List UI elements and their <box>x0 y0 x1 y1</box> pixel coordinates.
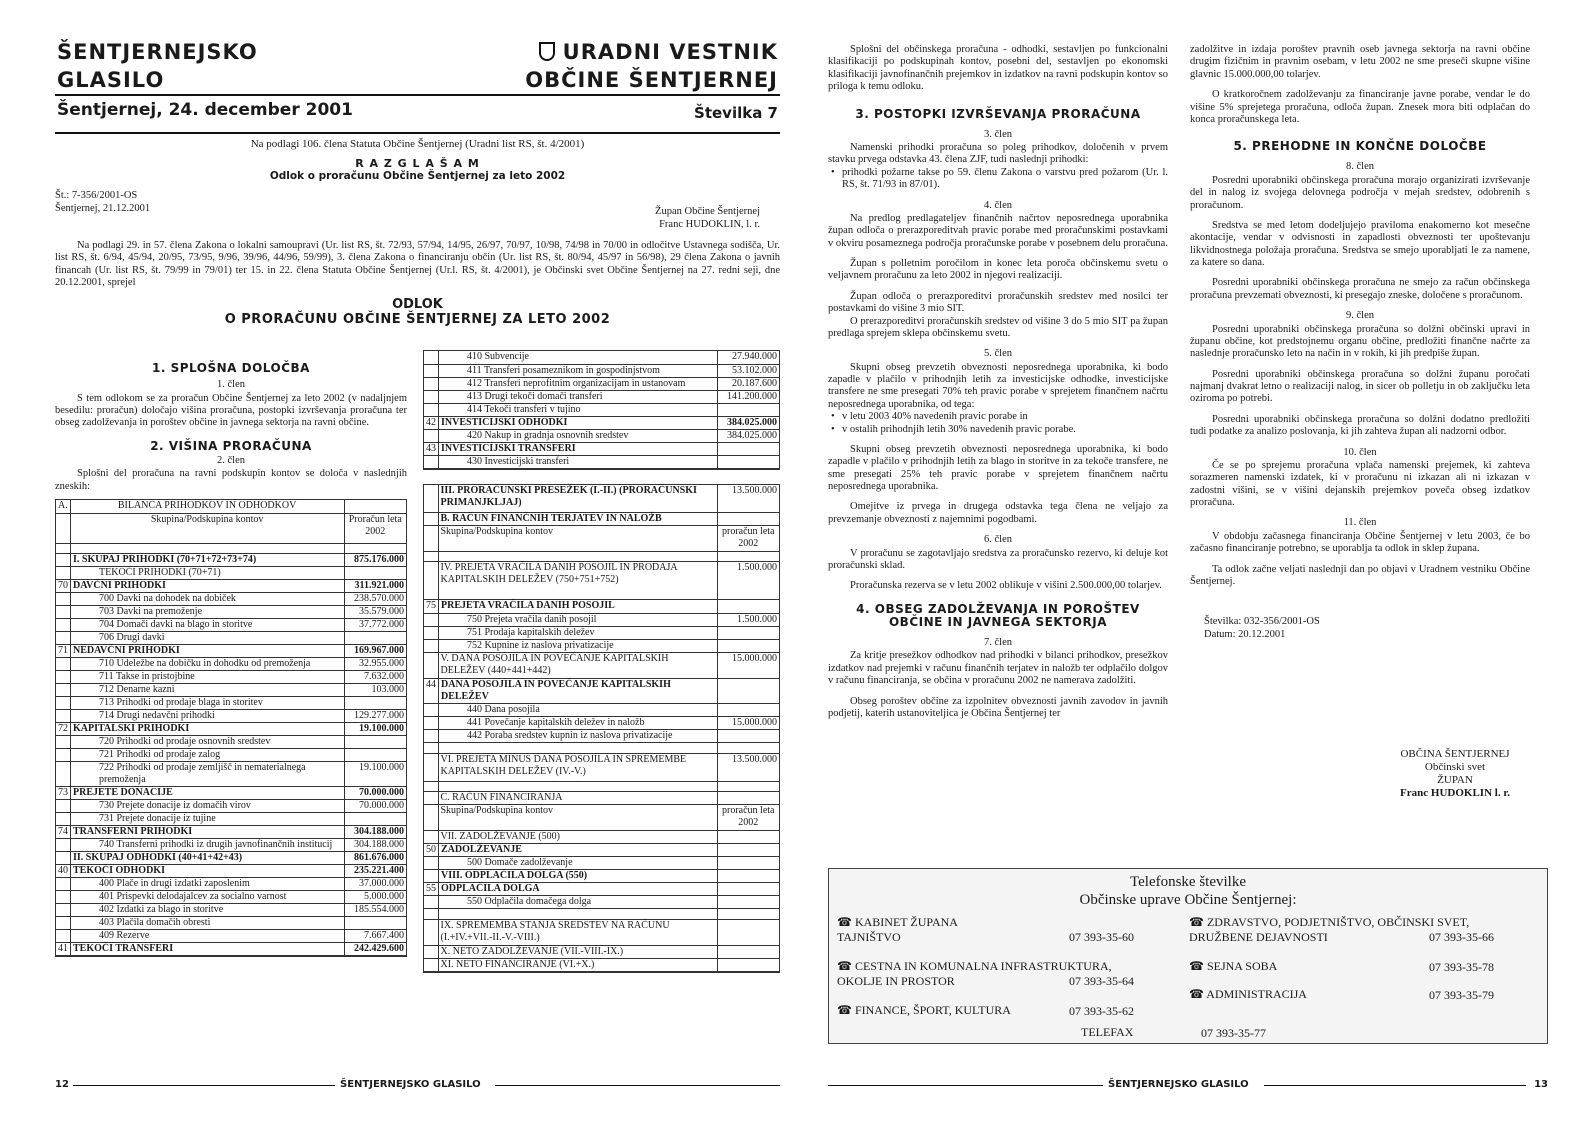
table-row: 703 Davki na premoženje 35.579.000 <box>56 606 406 619</box>
article-11-text-2: Ta odlok začne veljati naslednji dan po objavi v Uradnem vestniku Občine Šentjernej. <box>1190 563 1530 587</box>
signature-name: Franc HUDOKLIN, l. r. <box>659 218 760 230</box>
row-prejeta-minus-dana: VI. PREJETA MINUS DANA POSOJILA IN SPREMEMBE KAPITALSKIH DELEŽEV (IV.-V.) <box>438 753 717 781</box>
left-page <box>55 30 780 1105</box>
article-5-bullet-2: • v ostalih prihodnjih letih 30% navedenih pravic porabe. <box>828 424 1168 436</box>
reference-block <box>55 182 780 232</box>
article-1: 1. člen <box>217 379 245 391</box>
table-b2-rows <box>424 600 779 653</box>
table-bilanca <box>55 499 407 957</box>
row-prejeta-vracila: IV. PREJETA VRAČILA DANIH POSOJIL IN PRODAJA KAPITALSKIH DELEŽEV (750+751+752) <box>438 562 717 600</box>
table-b-title: B. RAČUN FINANČNIH TERJATEV IN NALOŽB <box>438 513 717 526</box>
article-6-text-1: V proračunu se zagotavljajo sredstva za proračunsko rezervo, ki deluje kot proračunski sklad. <box>828 547 1168 571</box>
phone-kabinet: 07 393-35-60 <box>1069 930 1134 944</box>
article-11: 11. člen <box>1343 517 1377 529</box>
phone-icon: ☎ <box>1189 915 1204 929</box>
right-page <box>828 30 1548 1105</box>
table-b2-mid <box>424 653 779 680</box>
table-row: 413 Drugi tekoči domači transferi 141.200.000 <box>424 390 779 403</box>
table-row: 440 Dana posojila <box>424 704 779 717</box>
article-8-text-2: Sredstva se med letom dodeljujejo praviloma enakomerno kot mesečne akontacije, vendar v odvisnosti in zapadlosti obveznosti ter upoštevanju likvidnostnega položaja proračuna. Sredstva se smejo uporabljati le za namene, za katere so dana. <box>1190 219 1530 269</box>
article-7: 7. člen <box>984 637 1012 649</box>
odlok-title: O PRORAČUNU OBČINE ŠENTJERNEJ ZA LETO 2002 <box>224 312 611 328</box>
table-c-title: C. RAČUN FINANCIRANJA <box>438 791 717 804</box>
table-row: I. SKUPAJ PRIHODKI (70+71+72+73+74) 875.176.000 <box>56 554 406 567</box>
table-row: 410 Subvencije 27.940.000 <box>424 351 779 364</box>
masthead-vestnik: URADNI VESTNIK <box>539 42 778 63</box>
table-a-col-header: Skupina/Podskupina kontov <box>70 513 344 543</box>
table-c <box>424 743 779 844</box>
table-row: 409 Rezerve 7.667.400 <box>56 930 406 943</box>
crest-icon <box>539 42 555 61</box>
table-row: 710 Udeležbe na dobičku in dohodku od premoženja 32.955.000 <box>56 658 406 671</box>
odlok-subtitle: Odlok o proračunu Občine Šentjernej za leto 2002 <box>269 169 566 182</box>
footer-title: ŠENTJERNEJSKO GLASILO <box>340 1079 481 1090</box>
value-dana-posojila: 15.000.000 <box>717 653 779 679</box>
table-row: 50 ZADOLŽEVANJE <box>424 844 779 857</box>
entry-finance: ☎ FINANCE, ŠPORT, KULTURA <box>837 1003 1011 1017</box>
entry-kabinet: ☎ KABINET ŽUPANA TAJNIŠTVO <box>837 915 958 944</box>
table-row: 713 Prihodki od prodaje blaga in storitev <box>56 697 406 710</box>
table-row: 706 Drugi davki <box>56 632 406 645</box>
article-4-text-1: Na predlog predlagateljev finančnih načrtov neposrednega uporabnika župan odloča o prerazporeditvah pravic porabe med proračunskimi postavkami v okviru posameznega področja proračunske porabe v posebnem delu proračuna. <box>828 212 1168 249</box>
table-row: 55 ODPLAČILA DOLGA <box>424 883 779 896</box>
table-row: 41 TEKOČI TRANSFERI 242.429.600 <box>58 943 404 954</box>
masthead-divider <box>55 94 780 96</box>
table-row: 722 Prihodki od prodaje zemljišč in nematerialnega premoženja 19.100.000 <box>56 762 406 787</box>
signature-person: Franc HUDOKLIN l. r. <box>1400 786 1510 799</box>
article-2-text: Splošni del proračuna na ravni podskupin kontov se določa v naslednjih zneskih: <box>55 468 407 492</box>
article-9-text-1: Posredni uporabniki občinskega proračuna so dolžni občinski upravi in županu občine, kot predstojnemu organu občine, predložiti finančne načrte za naslednje proračunsko leto na način in v rokih, ki jih predpiše župan. <box>1190 323 1530 360</box>
table-b1-body <box>424 351 779 469</box>
entry-administracija: ☎ ADMINISTRACIJA <box>1189 987 1307 1001</box>
table-c-bottom <box>424 909 779 972</box>
section-4-heading: 4. OBSEG ZADOLŽEVANJA IN POROŠTEV OBČINE IN JAVNEGA SEKTORJA <box>856 601 1140 629</box>
table-row: 400 Plače in drugi izdatki zaposlenim 37.000.000 <box>56 878 406 891</box>
table-financial <box>423 484 780 973</box>
article-4-text-3: Župan odloča o prerazporeditvi proračunskih sredstev med nosilci ter postavkami do višine 3 mio SIT. <box>828 290 1168 315</box>
table-row: 42 INVESTICIJSKI ODHODKI 384.025.000 <box>426 416 777 428</box>
table-row: 752 Kupnine iz naslova privatizacije <box>424 639 779 652</box>
table-row: 412 Transferi neprofitnim organizacijam in ustanovam 20.187.600 <box>424 377 779 390</box>
article-10: 10. člen <box>1343 446 1377 458</box>
right-column <box>423 350 780 973</box>
razglasam: R A Z G L A Š A M <box>355 156 480 170</box>
article-5: 5. člen <box>984 348 1012 360</box>
table-row: 401 Prispevki delodajalcev za socialno varnost 5.000.000 <box>56 891 406 904</box>
article-7-text-1: Za kritje presežkov odhodkov nad prihodki v bilanci prihodkov, presežkov izdatkov nad prejemki v računu finančnih terjatev in naložb ter odplačilo dolgov v računu financiranja, se občina v proračunu 2002 ne namerava zadolžiti. <box>828 650 1168 687</box>
preamble: Na podlagi 29. in 57. člena Zakona o lokalni samoupravi (Ur. list RS, št. 72/93, 57/94, 14/95, 26/97, 70/97, 10/98, 74/98 in 70/00 in odločitve Ustavnega sodišča, Ur. list RS, št. 6/94, 45/94, 20/95, 73/95, 9/96, 39/96, 44/96, 59/99), 3. člena Zakona o financiranju občin (Ur. list RS, št. 80/94, 45/97 in 56/98), 29 člena Zakona o javnih financah (Ur. list RS, št. 79/99 in 79/01) ter 15. in 22. člena Statuta Občine Šentjernej (Ur.l. RS, št. 4/2001), je Občinski svet Občine Šentjernej na 27. redni seji, dne 20.12.2001, sprejel <box>55 239 780 289</box>
masthead-left <box>55 30 780 134</box>
article-9-text-3: Posredni uporabniki občinskega proračuna so dolžni dodatno predložiti tudi podatke za analizo poslovanja, ki jih zahteva župan ali nadzorni odbor. <box>1190 413 1530 438</box>
section-3-heading: 3. POSTOPKI IZVRŠEVANJA PRORAČUNA <box>855 106 1141 121</box>
value-prejeta-vracila: 1.500.000 <box>717 562 779 600</box>
table-transfers <box>423 350 780 470</box>
table-row: 731 Prejete donacije iz tujine <box>56 813 406 826</box>
row-neto-financiranje: XI. NETO FINANCIRANJE (VI.+X.) <box>438 958 717 971</box>
article-4-text-2: Župan s polletnim poročilom in konec leta poroča občinskemu svetu o veljavnem proračunu za leto 2002 in njegovi realizaciji. <box>828 258 1168 282</box>
section-1-heading: 1. SPLOŠNA DOLOČBA <box>152 361 310 375</box>
table-row: 75 PREJETA VRAČILA DANIH POSOJIL <box>424 600 779 613</box>
phone-sejna-soba: 07 393-35-78 <box>1429 960 1494 974</box>
article-6-text-2: Proračunska rezerva se v letu 2002 oblikuje v višini 2.500.000,00 tolarjev. <box>850 580 1162 592</box>
entry-zdravstvo: ☎ ZDRAVSTVO, PODJETNIŠTVO, OBČINSKI SVET, DRUŽBENE DEJAVNOSTI <box>1189 915 1470 944</box>
phone-directory-title: Telefonske številke <box>1130 874 1246 890</box>
article-9: 9. člen <box>1346 310 1374 322</box>
article-1-text: S tem odlokom se za proračun Občine Šentjernej za leto 2002 (v nadaljnjem besedilu: proračun) določajo višina proračuna, postopki izvrševanja proračuna ter obseg zadolževanja in poroštev občine in javnega sektorja na ravni občine. <box>55 392 407 429</box>
article-3-bullet: • prihodki požarne takse po 59. členu Zakona o varstvu pred požarom (Ur. l. RS, št. 71/93 in 87/01). <box>828 167 1168 192</box>
table-a-title: BILANCA PRIHODKOV IN ODHODKOV <box>70 500 344 513</box>
table-row: 712 Denarne kazni 103.000 <box>56 684 406 697</box>
table-row: 730 Prejete donacije iz domačih virov 70.000.000 <box>56 800 406 813</box>
phone-administracija: 07 393-35-79 <box>1429 988 1494 1002</box>
left-column <box>55 362 407 957</box>
row-sprememba-stanja: IX. SPREMEMBA STANJA SREDSTEV NA RAČUNU (I.+IV.+VII.-II.-V.-VIII.) <box>438 919 717 945</box>
table-row: 500 Domače zadolževanje <box>424 857 779 870</box>
table-b2 <box>424 485 779 601</box>
article-8-text-3: Posredni uporabniki občinskega proračuna ne smejo za račun občinskega proračuna prevzemati obveznosti, ki presegajo zneske, določene s proračunom. <box>1190 277 1530 301</box>
signature-council: Občinski svet <box>1424 760 1486 773</box>
phone-icon: ☎ <box>1189 959 1204 973</box>
odlok-heading: ODLOK <box>392 297 443 313</box>
masthead-title-1: ŠENTJERNEJSKO <box>57 40 258 64</box>
phone-icon: ☎ <box>837 915 852 929</box>
table-row: 711 Takse in pristojbine 7.632.000 <box>56 671 406 684</box>
article-5-text-2: Skupni obseg prevzetih obveznosti neposrednega uporabnika, ki bodo zapadle v plačilo v prihodnjih letih za blago in storitve in za tekoče transfere, ne sme presegati 25% teh pravic porabe v sprejetem finančnem načrtu neposrednega uporabnika. <box>828 443 1168 493</box>
table-a-header <box>56 500 406 554</box>
page-number: 13 <box>1534 1079 1548 1090</box>
table-row: 420 Nakup in gradnja osnovnih sredstev 384.025.000 <box>424 429 779 442</box>
table-row: 740 Transferni prihodki iz drugih javnofinančnih institucij 304.188.000 <box>56 839 406 852</box>
table-a-body <box>56 554 406 957</box>
table-row: 73 PREJETE DONACIJE 70.000.000 <box>58 787 404 798</box>
issue-number: Številka 7 <box>694 104 778 122</box>
table-row: VIII. ODPLAČILA DOLGA (550) <box>424 870 779 883</box>
entry-telefax: TELEFAX <box>1081 1025 1134 1039</box>
table-row: 43 INVESTICIJSKI TRANSFERI <box>424 442 779 455</box>
phone-infrastruktura: 07 393-35-64 <box>1069 974 1134 988</box>
article-9-text-2: Posredni uporabniki občinskega proračuna so dolžni županu poročati najmanj dvakrat letno o realizaciji nalog, in sicer ob polletju in ob zaključku leta oziroma po potrebi. <box>1190 368 1530 405</box>
table-row: 71 NEDAVČNI PRIHODKI 169.967.000 <box>58 645 404 656</box>
table-row: 411 Transferi posameznikom in gospodinjstvom 53.102.000 <box>424 364 779 377</box>
article-10-text: Če se po sprejemu proračuna vplača namenski prejemek, ki zahteva sorazmeren namenski izdatek, ki v proračunu ni izkazan ali ni izkazan v zadostni višini, se v višini dejanskih prejemkov poveča obseg izdatkov proračuna. <box>1190 459 1530 509</box>
table-row: 714 Drugi nedavčni prihodki 129.277.000 <box>56 710 406 723</box>
article-7-text-2: Obseg poroštev občine za izpolnitev obveznosti javnih zavodov in javnih podjetij, katerih ustanoviteljica je Občina Šentjernej ter <box>828 695 1168 719</box>
table-row: 44 DANA POSOJILA IN POVEČANJE KAPITALSKIH DELEŽEV <box>424 679 779 704</box>
table-b-value-header: proračun leta 2002 <box>717 526 779 552</box>
table-row: 704 Domači davki na blago in storitve 37.772.000 <box>56 619 406 632</box>
table-row: II. SKUPAJ ODHODKI (40+41+42+43) 861.676.000 <box>56 852 406 865</box>
table-row: 720 Prihodki od prodaje osnovnih sredstev <box>56 736 406 749</box>
table-row: 430 Investicijski transferi <box>424 455 779 468</box>
article-7-text-3: O kratkoročnem zadolževanju za financiranje javne porabe, vendar le do višine 5% sprejetega proračuna, odloča župan. Znesek mora biti odplačan do konca proračunskega leta. <box>1190 89 1530 125</box>
phone-icon: ☎ <box>1189 987 1204 1001</box>
table-row: 441 Povečanje kapitalskih deležev in naložb 15.000.000 <box>424 717 779 730</box>
intro-text: Na podlagi 106. člena Statuta Občine Šentjernej (Uradni list RS, št. 4/2001) <box>250 138 585 150</box>
phone-directory-subtitle: Občinske uprave Občine Šentjernej: <box>1079 892 1297 908</box>
value-prejeta-minus-dana: 13.500.000 <box>717 753 779 781</box>
signature-block <box>1380 748 1530 800</box>
row-zadolzevanje: VII. ZADOLŽEVANJE (500) <box>438 830 717 843</box>
article-8: 8. člen <box>1346 161 1374 173</box>
article-11-text-1: V obdobju začasnega financiranja Občine Šentjernej v letu 2003, če bo začasno financiranje potrebno, se uporablja ta odlok in sklep župana. <box>1190 530 1530 555</box>
entry-sejna-soba: ☎ SEJNA SOBA <box>1189 959 1278 973</box>
article-7-continued: zadolžitve in izdaja poroštev pravnih oseb javnega sektorja na ravni občine drugim fizičnim in pravnim osebam, v letu 2002 ne sme preseči skupne višine glavnic 15.000.000,00 tolarjev. <box>1190 44 1530 80</box>
table-c-col-header: Skupina/Podskupina kontov <box>438 804 717 830</box>
table-c-rows <box>424 844 779 910</box>
article-2: 2. člen <box>217 454 245 466</box>
table-row: 751 Prodaja kapitalskih deležev <box>424 626 779 639</box>
article-4-text-4: O prerazporeditvi proračunskih sredstev od višine 3 do 5 mio SIT pa župan predlaga sprejem sklepa občinskemu svetu. <box>828 315 1168 339</box>
decision-date: Datum: 20.12.2001 <box>1204 628 1286 640</box>
table-row: 403 Plačila domačih obresti <box>56 917 406 930</box>
table-row: 70 DAVČNI PRIHODKI 311.921.000 <box>58 580 404 591</box>
section-2-heading: 2. VIŠINA PRORAČUNA <box>150 438 312 453</box>
decision-number: Številka: 032-356/2001-OS <box>1204 616 1320 628</box>
article-8-text-1: Posredni uporabniki občinskega proračuna morajo organizirati izvrševanje del in nalog iz svojega delovnega področja v mejah sredstev, odobrenih s proračunom. <box>1190 174 1530 211</box>
phone-icon: ☎ <box>837 959 852 973</box>
paragraph-intro: Splošni del občinskega proračuna - odhodki, sestavljen po funkcionalni klasifikaciji po podskupinah kontov, posebni del, sestavljen po ekonomski klasifikaciji javnofinančnih prejemkov in izdatkov na ravni podskupin kontov so priloga k temu odloku. <box>828 44 1168 93</box>
footer-title: ŠENTJERNEJSKO GLASILO <box>1108 1079 1249 1090</box>
table-row: 442 Poraba sredstev kupnin iz naslova privatizacije <box>424 730 779 743</box>
ref-number: Št.: 7-356/2001-OS <box>55 189 138 201</box>
table-b2-rows-2 <box>424 679 779 743</box>
table-row: 721 Prihodki od prodaje zalog <box>56 749 406 762</box>
entry-infrastruktura: ☎ CESTNA IN KOMUNALNA INFRASTRUKTURA, OKOLJE IN PROSTOR <box>837 959 1112 988</box>
article-4: 4. člen <box>984 199 1012 211</box>
signature-org: OBČINA ŠENTJERNEJ <box>1400 748 1510 760</box>
article-6: 6. člen <box>984 534 1012 546</box>
article-5-bullet-1: • v letu 2003 40% navedenih pravic porabe in <box>828 411 1168 423</box>
table-row: 40 TEKOČI ODHODKI 235.221.400 <box>58 865 404 876</box>
phone-finance: 07 393-35-62 <box>1069 1004 1134 1018</box>
phone-icon: ☎ <box>837 1003 852 1017</box>
masthead-title-2: GLASILO <box>57 68 165 92</box>
table-row: 750 Prejeta vračila danih posojil 1.500.000 <box>424 613 779 626</box>
table-row: 72 KAPITALSKI PRIHODKI 19.100.000 <box>58 723 404 734</box>
article-3-text: Namenski prihodki proračuna so poleg prihodkov, določenih v prvem stavku prvega odstavka 43. člena ZJF, tudi naslednji prihodki: <box>828 142 1168 166</box>
issue-date: Šentjernej, 24. december 2001 <box>57 100 353 120</box>
row-dana-posojila: V. DANA POSOJILA IN POVEČANJE KAPITALSKIH DELEŽEV (440+441+442) <box>438 653 717 679</box>
column-2 <box>1190 44 1530 799</box>
masthead-obcina: OBČINE ŠENTJERNEJ <box>525 68 778 92</box>
table-row: 550 Odplačila domačega dolga <box>424 896 779 909</box>
article-5-text-1: Skupni obseg prevzetih obveznosti neposrednega uporabnika, ki bodo zapadle v plačilo v prihodnjih letih za investicijske odhodke, investicijske transfere ne sme presegati 70% teh pravic porabe v sprejetem finančnem načrtu neposrednega uporabnika, od tega: <box>828 361 1168 410</box>
column-1 <box>828 44 1168 720</box>
page-number: 12 <box>55 1079 69 1090</box>
phone-telefax: 07 393-35-77 <box>1201 1026 1266 1040</box>
table-row: 402 Izdatki za blago in storitve 185.554.000 <box>56 904 406 917</box>
table-c-value-header: proračun leta 2002 <box>717 804 779 830</box>
signature-title: Župan Občine Šentjernej <box>655 205 760 217</box>
table-b-col-header: Skupina/Podskupina kontov <box>438 526 717 552</box>
value-presezek: 13.500.000 <box>717 485 779 513</box>
row-presezek: III. PRORAČUNSKI PRESEŽEK (I.-II.) (PRORAČUNSKI PRIMANJKLJAJ) <box>438 485 717 513</box>
article-3: 3. člen <box>984 128 1012 140</box>
table-row: TEKOČI PRIHODKI (70+71) <box>56 567 406 580</box>
phone-directory <box>828 868 1548 1044</box>
phone-zdravstvo: 07 393-35-66 <box>1429 930 1494 944</box>
table-row: 74 TRANSFERNI PRIHODKI 304.188.000 <box>58 826 404 837</box>
article-5-text-3: Omejitve iz prvega in drugega odstavka tega člena ne veljajo za prevzemanje obveznosti z najemnimi pogodbami. <box>828 501 1168 525</box>
table-row: 700 Davki na dohodek na dobiček 238.570.000 <box>56 593 406 606</box>
table-a-letter: A. <box>56 500 70 513</box>
row-neto-zadolzevanje: X. NETO ZADOLŽEVANJE (VII.-VIII.-IX.) <box>438 945 717 958</box>
table-row: 414 Tekoči transferi v tujino <box>424 403 779 416</box>
signature-role: ŽUPAN <box>1437 773 1473 786</box>
section-5-heading: 5. PREHODNE IN KONČNE DOLOČBE <box>1233 139 1487 154</box>
ref-place-date: Šentjernej, 21.12.2001 <box>55 202 151 214</box>
table-a-value-header: Proračun leta 2002 <box>344 513 406 543</box>
